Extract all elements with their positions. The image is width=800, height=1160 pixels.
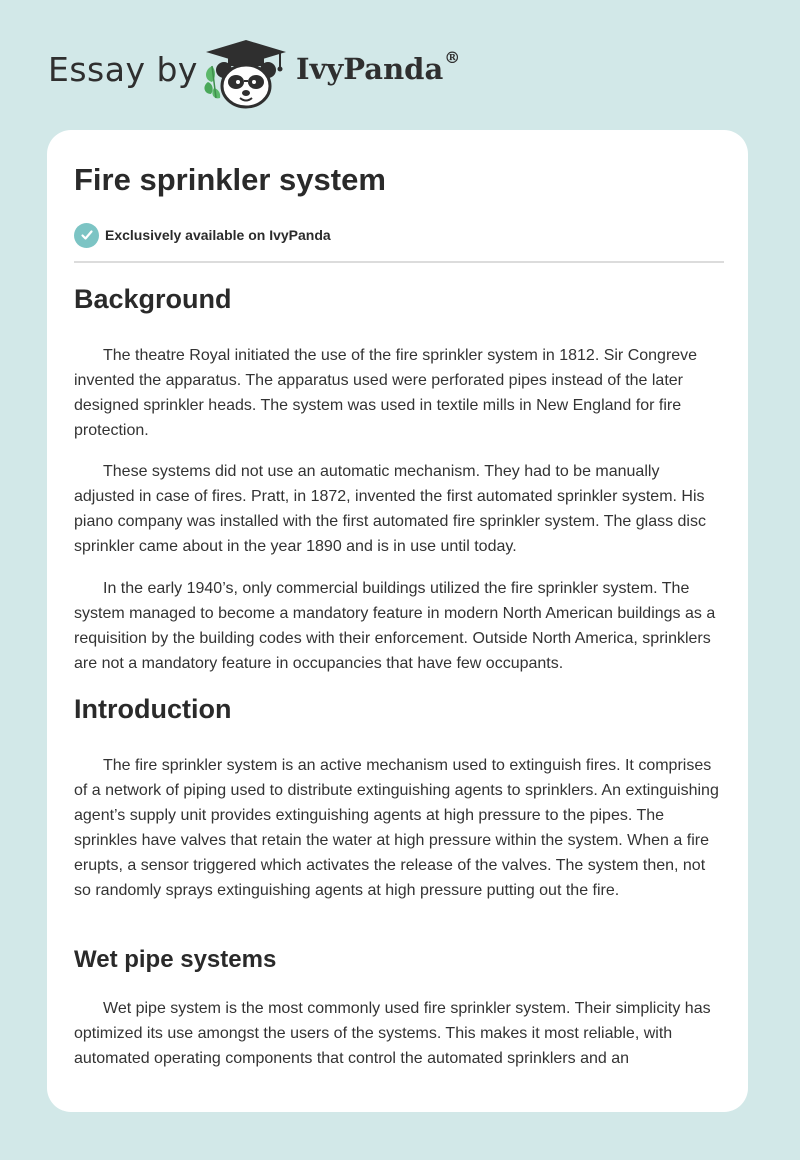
- exclusive-badge: [74, 222, 331, 248]
- paragraph: Wet pipe system is the most commonly used fire sprinkler system. Their simplicity has optimized its use amongst the users of the systems. This makes it most reliable, with automated operating components that control the automated sprinklers and an: [74, 1000, 711, 1067]
- brand-prefix: Essay by: [48, 50, 198, 89]
- title-divider: [74, 261, 724, 263]
- paragraph: In the early 1940’s, only commercial buildings utilized the fire sprinkler system. The system managed to become a mandatory feature in modern North American buildings as a requisition by the building codes with their enforcement. Outside North America, sprinklers are not a mandatory feature in occupancies that have few occupants.: [74, 580, 716, 672]
- page-title: Fire sprinkler system: [74, 162, 386, 197]
- registered-mark: ®: [444, 48, 461, 67]
- panda-graduate-icon[interactable]: [198, 36, 294, 110]
- check-circle-icon: [74, 223, 99, 248]
- section-heading-introduction: Introduction: [74, 694, 232, 724]
- paragraph: The theatre Royal initiated the use of the fire sprinkler system in 1812. Sir Congreve invented the apparatus. The apparatus used were perforated pipes instead of the later designed sprinkler heads. The system was used in textile mills in New England for fire protection.: [74, 347, 698, 439]
- brand-name[interactable]: [296, 48, 461, 86]
- brand-name-text: IvyPanda: [296, 52, 444, 86]
- paragraph: These systems did not use an automatic mechanism. They had to be manually adjusted in case of fires. Pratt, in 1872, invented the first automated sprinkler system. His piano company was installed with the first automated fire sprinkler system. The glass disc sprinkler came about in the year 1890 and is in use until today.: [74, 463, 706, 555]
- paragraph: The fire sprinkler system is an active mechanism used to extinguish fires. It comprises of a network of piping used to distribute extinguishing agents to sprinklers. An extinguishing agent’s supply unit provides extinguishing agents at high pressure to the pipes. The sprinkles have valves that retain the water at high pressure within the system. When a fire erupts, a sensor triggered which activates the release of the valves. The system then, not so randomly sprays extinguishing agents at high pressure putting out the fire.: [74, 757, 719, 899]
- section-heading-background: Background: [74, 284, 232, 314]
- section-heading-wet-pipe: Wet pipe systems: [74, 946, 277, 973]
- essay-card: [47, 130, 748, 1112]
- site-header: [0, 0, 800, 130]
- badge-text: Exclusively available on IvyPanda: [105, 227, 331, 243]
